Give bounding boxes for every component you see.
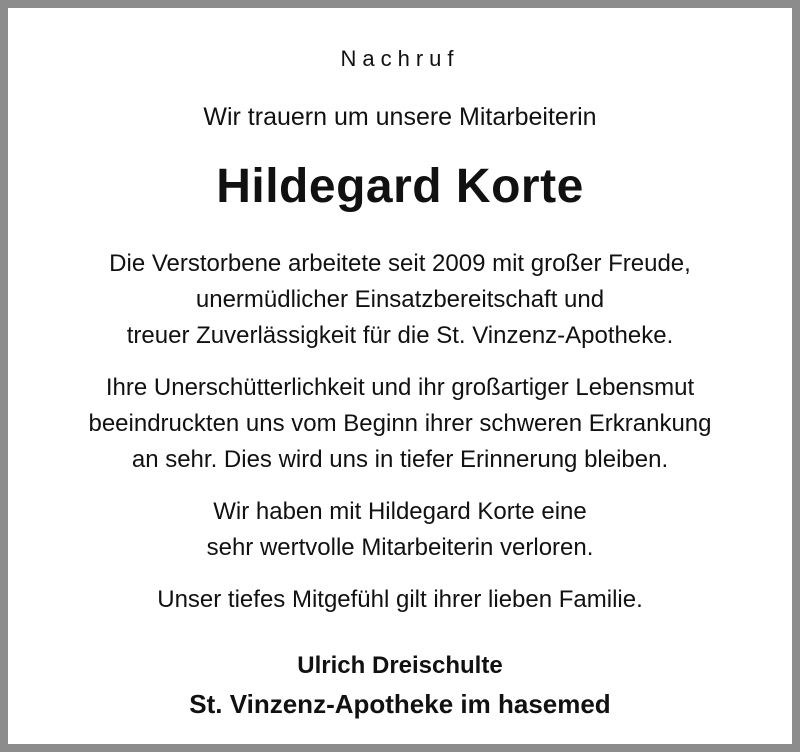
paragraph1-line2: unermüdlicher Einsatzbereitschaft und <box>195 286 605 313</box>
paragraph4: Unser tiefes Mitgefühl gilt ihrer lieben Familie. <box>157 586 643 613</box>
paragraph1-line3: treuer Zuverlässigkeit für die St. Vinzenz-Apotheke. <box>126 322 674 349</box>
deceased-name: Hildegard Korte <box>216 160 584 213</box>
notice-heading: Nachruf <box>340 46 460 71</box>
paragraph3-line2: sehr wertvolle Mitarbeiterin verloren. <box>206 534 594 561</box>
signature-organization: St. Vinzenz-Apotheke im hasemed <box>189 689 611 719</box>
notice-intro: Wir trauern um unsere Mitarbeiterin <box>203 103 597 131</box>
paragraph2-line1: Ihre Unerschütterlichkeit und ihr großartiger Lebensmut <box>105 374 695 401</box>
paragraph1-line1: Die Verstorbene arbeitete seit 2009 mit großer Freude, <box>109 250 691 277</box>
paragraph2-line2: beeindruckten uns vom Beginn ihrer schweren Erkrankung <box>88 410 712 437</box>
signature-person: Ulrich Dreischulte <box>297 652 503 679</box>
paragraph2-line3: an sehr. Dies wird uns in tiefer Erinnerung bleiben. <box>131 446 669 473</box>
paragraph3-line1: Wir haben mit Hildegard Korte eine <box>213 498 587 525</box>
